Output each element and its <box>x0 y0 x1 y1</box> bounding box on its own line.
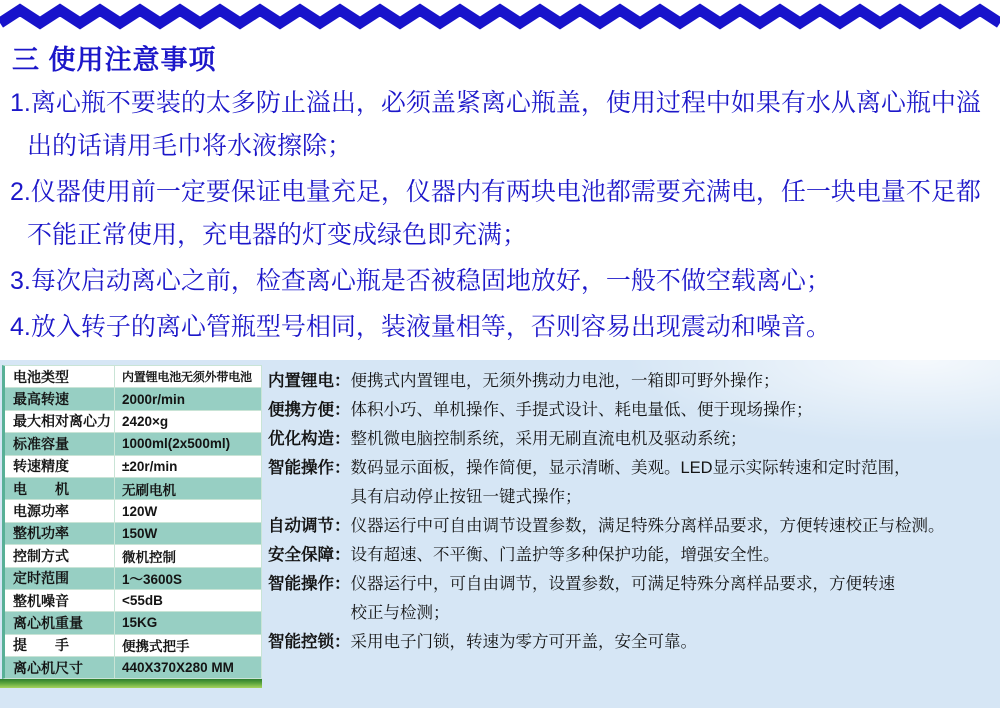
feature-item-6 <box>268 541 996 570</box>
spec-table-wrap <box>2 365 262 679</box>
feature-line: 数码显示面板，操作简便，显示清晰、美观。LED显示实际转速和定时范围， <box>350 459 911 477</box>
usage-note-1 <box>10 82 998 168</box>
feature-label: 便携方便： <box>268 401 351 419</box>
spec-value: 120W <box>115 500 261 521</box>
feature-line: 便携式内置锂电，无须外携动力电池，一箱即可野外操作； <box>350 372 780 390</box>
spec-label: 整机功率 <box>5 523 114 544</box>
feature-label: 内置锂电： <box>268 372 351 390</box>
spec-label: 控制方式 <box>5 545 114 566</box>
feature-label: 智能控锁： <box>268 633 351 651</box>
feature-text <box>351 396 997 425</box>
usage-note-3 <box>10 260 998 303</box>
feature-item-1 <box>268 367 996 396</box>
spec-table-row <box>5 612 261 633</box>
spec-table-row <box>5 523 261 544</box>
feature-item-4 <box>268 454 996 512</box>
spec-label: 定时范围 <box>5 568 114 589</box>
feature-item-5 <box>268 512 996 541</box>
feature-text <box>351 454 997 512</box>
spec-table-row <box>5 366 261 387</box>
spec-value: 无刷电机 <box>115 478 261 499</box>
spec-table-row <box>5 411 261 432</box>
page-title: 三 使用注意事项 <box>12 45 217 75</box>
feature-line: 整机微电脑控制系统，采用无刷直流电机及驱动系统； <box>350 430 747 448</box>
feature-label: 智能操作： <box>268 459 351 477</box>
spec-value: ±20r/min <box>115 456 261 477</box>
feature-text <box>351 628 997 657</box>
feature-text <box>351 570 997 628</box>
usage-note-4 <box>10 306 998 349</box>
spec-value: 便携式把手 <box>115 635 261 656</box>
spec-label: 离心机重量 <box>5 612 114 633</box>
spec-value: 150W <box>115 523 261 544</box>
feature-line: 校正与检测； <box>350 604 450 622</box>
note-line: 4.放入转子的离心管瓶型号相同，装液量相等，否则容易出现震动和噪音。 <box>10 313 831 341</box>
feature-item-3 <box>268 425 996 454</box>
spec-table <box>2 365 262 679</box>
spec-value: 内置锂电池无须外带电池 <box>115 366 261 387</box>
feature-label: 智能操作： <box>268 575 351 593</box>
spec-table-row <box>5 657 261 678</box>
feature-item-2 <box>268 396 996 425</box>
spec-label: 转速精度 <box>5 456 114 477</box>
usage-note-2 <box>10 171 998 257</box>
feature-line: 体积小巧、单机操作、手提式设计、耗电量低、便于现场操作； <box>350 401 813 419</box>
note-line: 不能正常使用，充电器的灯变成绿色即充满； <box>27 221 528 249</box>
spec-table-row <box>5 478 261 499</box>
feature-label: 安全保障： <box>268 546 351 564</box>
spec-label: 电源功率 <box>5 500 114 521</box>
spec-label: 提 手 <box>5 635 114 656</box>
feature-line: 具有启动停止按钮一键式操作； <box>350 488 582 506</box>
spec-value: <55dB <box>115 590 261 611</box>
note-line: 出的话请用毛巾将水液擦除； <box>27 132 353 160</box>
spec-table-row <box>5 388 261 409</box>
spec-label: 整机噪音 <box>5 590 114 611</box>
spec-label: 最高转速 <box>5 388 114 409</box>
spec-label: 电池类型 <box>5 366 114 387</box>
feature-text <box>351 512 997 541</box>
feature-line: 仪器运行中可自由调节设置参数，满足特殊分离样品要求，方便转速校正与检测。 <box>350 517 945 535</box>
spec-table-row <box>5 545 261 566</box>
feature-item-7 <box>268 570 996 628</box>
feature-item-8 <box>268 628 996 657</box>
feature-line: 仪器运行中，可自由调节，设置参数，可满足特殊分离样品要求，方便转速 <box>350 575 895 593</box>
spec-table-row <box>5 500 261 521</box>
feature-label: 自动调节： <box>268 517 351 535</box>
spec-table-row <box>5 456 261 477</box>
notes-list <box>10 82 998 352</box>
feature-text <box>351 425 997 454</box>
feature-line: 采用电子门锁，转速为零方可开盖，安全可靠。 <box>350 633 697 651</box>
zigzag-banner-icon <box>0 2 1000 32</box>
spec-label: 离心机尺寸 <box>5 657 114 678</box>
spec-table-row <box>5 568 261 589</box>
spec-value: 微机控制 <box>115 545 261 566</box>
spec-label: 最大相对离心力 <box>5 411 114 432</box>
table-bottom-bar <box>0 679 262 688</box>
spec-value: 1～3600S <box>115 568 261 589</box>
feature-text <box>351 541 997 570</box>
feature-list <box>268 367 996 657</box>
feature-text <box>351 367 997 396</box>
spec-value: 440X370X280 MM <box>115 657 261 678</box>
spec-value: 2420×g <box>115 411 261 432</box>
feature-line: 设有超速、不平衡、门盖护等多种保护功能，增强安全性。 <box>350 546 780 564</box>
note-line: 3.每次启动离心之前，检查离心瓶是否被稳固地放好，一般不做空载离心； <box>10 267 831 295</box>
spec-label: 标准容量 <box>5 433 114 454</box>
bottom-panel <box>0 360 1000 708</box>
spec-table-row <box>5 635 261 656</box>
spec-label: 电 机 <box>5 478 114 499</box>
spec-value: 15KG <box>115 612 261 633</box>
spec-value: 2000r/min <box>115 388 261 409</box>
feature-label: 优化构造： <box>268 430 351 448</box>
note-line: 1.离心瓶不要装的太多防止溢出，必须盖紧离心瓶盖，使用过程中如果有水从离心瓶中溢 <box>10 89 981 117</box>
spec-table-row <box>5 433 261 454</box>
note-line: 2.仪器使用前一定要保证电量充足，仪器内有两块电池都需要充满电，任一块电量不足都 <box>10 178 981 206</box>
spec-table-row <box>5 590 261 611</box>
spec-value: 1000ml(2x500ml) <box>115 433 261 454</box>
